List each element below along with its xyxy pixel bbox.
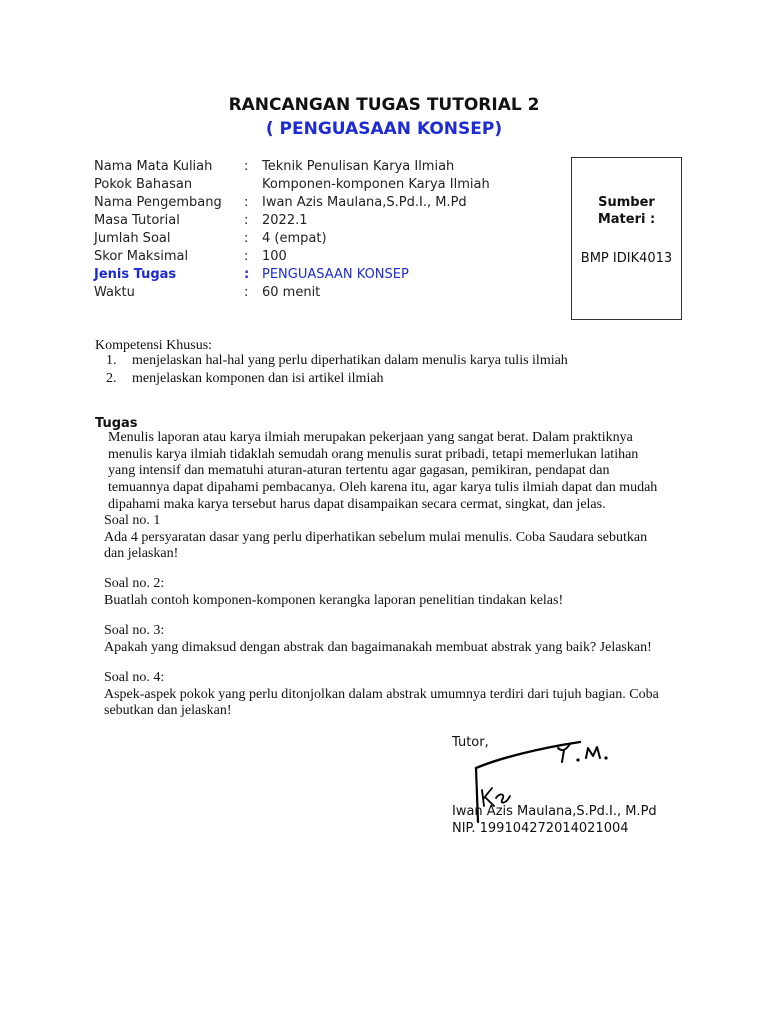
info-label: Waktu [94, 285, 135, 300]
question-text: Buatlah contoh komponen-komponen kerangka laporan penelitian tindakan kelas! [104, 592, 564, 608]
question-title: Soal no. 4: [104, 670, 165, 685]
kompetensi-item [106, 370, 568, 388]
source-material-box [571, 157, 682, 320]
info-value: 4 (empat) [262, 231, 327, 246]
info-value: Teknik Penulisan Karya Ilmiah [262, 159, 455, 174]
info-row-waktu [94, 284, 490, 302]
question-2 [104, 576, 664, 609]
question-1 [104, 513, 664, 563]
source-title-line: Sumber [598, 195, 655, 210]
info-separator: : [244, 231, 249, 246]
tutor-label: Tutor, [452, 735, 489, 750]
info-value: Komponen-komponen Karya Ilmiah [262, 177, 490, 192]
kompetensi-number: 1. [106, 353, 117, 368]
tutor-name: Iwan Azis Maulana,S.Pd.I., M.Pd [452, 804, 657, 819]
info-label: Masa Tutorial [94, 213, 180, 228]
info-separator: : [244, 267, 250, 282]
source-value: BMP IDIK4013 [580, 251, 673, 266]
info-separator: : [244, 249, 249, 264]
info-row-mata-kuliah [94, 158, 490, 176]
source-title [572, 194, 681, 228]
info-label: Pokok Bahasan [94, 177, 193, 192]
info-label: Nama Mata Kuliah [94, 159, 213, 174]
info-row-jenis-tugas [94, 266, 490, 284]
tugas-intro: Menulis laporan atau karya ilmiah merupakan pekerjaan yang sangat berat. Dalam praktiknya menulis karya ilmiah tidaklah semudah orang menulis surat pribadi, tetapi memerlukan latihan yang intensif dan mematuhi aturan-aturan tertentu agar gagasan, pemikiran, pendapat dan temuannya dapat dipahami pembacanya. Oleh karena itu, agar karya tulis ilmiah dapat dan mudah dipahami maka karya tersebut harus dapat disampaikan secara cermat, singkat, dan jelas. [108, 430, 658, 512]
info-row-pengembang [94, 194, 490, 212]
course-info-list [94, 158, 490, 302]
info-value: 100 [262, 249, 287, 264]
tugas-heading: Tugas [95, 416, 138, 431]
info-value: Iwan Azis Maulana,S.Pd.I., M.Pd [262, 195, 467, 210]
info-row-pokok-bahasan [94, 176, 490, 194]
question-3 [104, 623, 664, 656]
tutor-nip: NIP. 199104272014021004 [452, 821, 629, 836]
info-separator: : [244, 195, 249, 210]
info-row-masa-tutorial [94, 212, 490, 230]
info-row-skor-maksimal [94, 248, 490, 266]
kompetensi-text: menjelaskan hal-hal yang perlu diperhatikan dalam menulis karya tulis ilmiah [132, 353, 568, 368]
question-text: Ada 4 persyaratan dasar yang perlu diperhatikan sebelum mulai menulis. Coba Saudara sebutkan dan jelaskan! [104, 529, 648, 562]
kompetensi-title: Kompetensi Khusus: [95, 338, 213, 353]
info-label: Jumlah Soal [94, 231, 171, 246]
kompetensi-text: menjelaskan komponen dan isi artikel ilmiah [132, 371, 384, 386]
kompetensi-list [106, 352, 568, 388]
info-label: Skor Maksimal [94, 249, 189, 264]
info-value: PENGUASAAN KONSEP [262, 267, 409, 282]
info-separator: : [244, 213, 249, 228]
info-value: 60 menit [262, 285, 321, 300]
info-separator: : [244, 159, 249, 174]
info-value: 2022.1 [262, 213, 308, 228]
question-text: Apakah yang dimaksud dengan abstrak dan bagaimanakah membuat abstrak yang baik? Jelaskan! [104, 639, 652, 655]
info-separator: : [244, 285, 249, 300]
document-title: RANCANGAN TUGAS TUTORIAL 2 [228, 95, 540, 115]
kompetensi-number: 2. [106, 371, 117, 386]
question-text: Aspek-aspek pokok yang perlu ditonjolkan dalam abstrak umumnya terdiri dari tujuh bagian. Coba sebutkan dan jelaskan! [104, 686, 659, 719]
document-subtitle: ( PENGUASAAN KONSEP) [265, 119, 503, 139]
question-4 [104, 670, 664, 720]
kompetensi-item [106, 352, 568, 370]
source-title-line: Materi : [597, 212, 656, 227]
info-row-jumlah-soal [94, 230, 490, 248]
question-title: Soal no. 1 [104, 513, 161, 528]
info-label: Nama Pengembang [94, 195, 222, 210]
question-title: Soal no. 2: [104, 576, 165, 591]
question-title: Soal no. 3: [104, 623, 165, 638]
info-label: Jenis Tugas [94, 267, 177, 282]
